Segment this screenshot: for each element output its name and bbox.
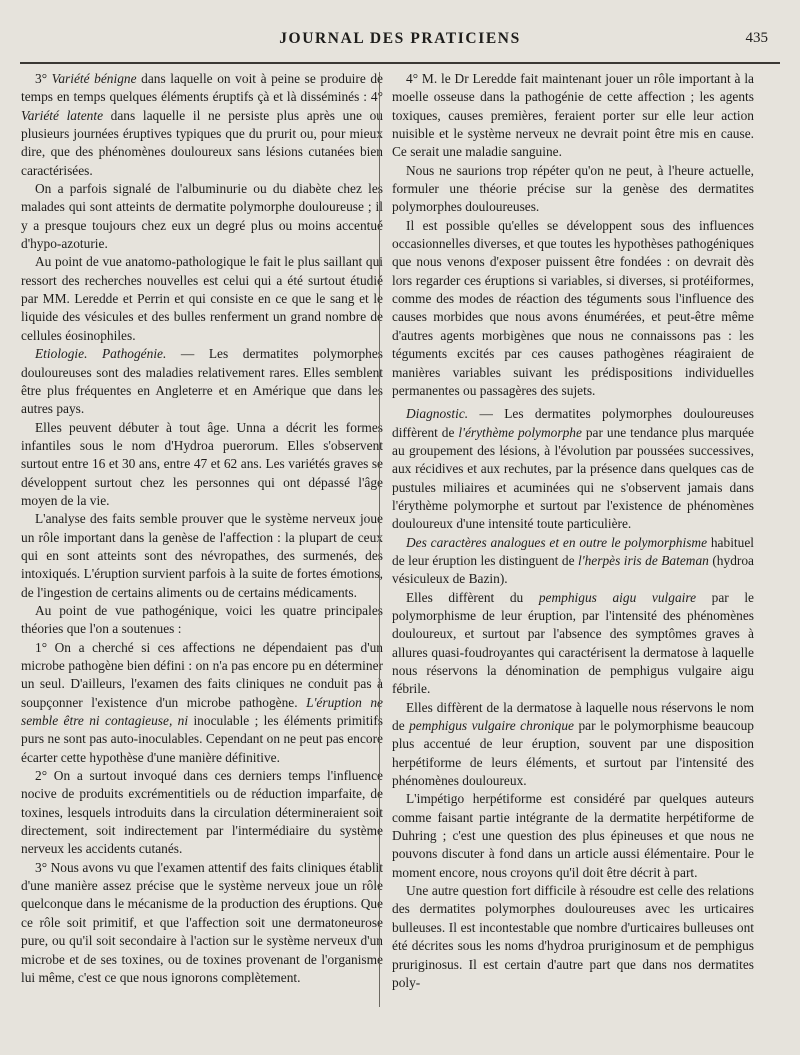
text-run: Il est possible qu'elles se développent sous des influences occasionnelles diverses, et que toutes les hypothèses pathogéniques que nous venons d'exposer puissent être fondées : on devrait dès lors regarder ces éruptions si variables, si diverses, si protéiformes, comme des modes de réaction des téguments sous l'influence des causes morbides que nous avons énumérées, et peut-être même d'autres agents morbigènes que nous ne connaissons pas : les téguments excités par ces causes pathogènes réagiraient de manières variables suivant les prédispositions individuelles permanentes ou passagères des sujets. [392, 217, 754, 398]
text-run: habituel de leur éruption les distinguent de [392, 534, 754, 568]
paragraph [392, 162, 754, 217]
text-run: par le polymorphisme de leur éruption, par l'intensité des phénomènes douloureux, et surtout par l'absence des symptômes graves à allures quasi-foudroyantes qui caractérisent la dermatose à laquelle nous réservons la dénomination de pemphigus vulgaire aigu fébrile. [392, 589, 754, 697]
italic-run: L'éruption ne semble être ni contagieuse, ni [21, 694, 383, 729]
text-run: L'analyse des faits semble prouver que le système nerveux joue un rôle important dans la genèse de l'affection : la plupart de ceux qui en sont atteints sont des névropathes, des surmenés, des intoxiqués. L'éruption survient parfois à la suite de fortes émotions, de l'ingestion de certains aliments ou de certains médicaments. [21, 511, 383, 600]
paragraph [392, 70, 754, 162]
text-run: Au point de vue pathogénique, voici les quatre principales théories que l'on a soutenues : [21, 602, 383, 637]
paragraph [392, 699, 754, 791]
paragraph [21, 70, 383, 180]
text-run: 4° M. le Dr Leredde fait maintenant jouer un rôle important à la moelle osseuse dans la pathogénie de cette affection ; les agents toxiques, causes premières, feraient porter sur elle leur action nuisible et le système nerveux ne devrait point être mis en cause. Ce serait une maladie sanguine. [392, 71, 754, 160]
page-header [0, 22, 800, 62]
italic-run: Variété latente [21, 107, 104, 123]
paragraph [392, 405, 754, 533]
text-run: 3° [35, 71, 52, 86]
paragraph [21, 639, 383, 767]
italic-run: Des caractères analogues et en outre le polymorphisme [406, 534, 708, 550]
paragraph [21, 510, 383, 602]
page-number: 435 [745, 30, 768, 46]
text-run: Au point de vue anatomo-pathologique le fait le plus saillant qui ressort des recherches nouvelles est celui qui a été surtout étudié par MM. Leredde et Perrin et qui consiste en ce que le sang et le liquide des vésicules et des bulles renferment un grand nombre de cellules éosinophiles. [21, 254, 383, 343]
paragraph [21, 602, 383, 639]
left-column [21, 70, 383, 987]
text-run: dans laquelle il ne persiste plus après une ou plusieurs journées éruptives typiques que du prurit ou, pour mieux dire, que des phénomènes douloureux sans lésions cutanées bien caractérisées. [21, 107, 383, 178]
paragraph [392, 882, 754, 992]
text-run: On a parfois signalé de l'albuminurie ou du diabète chez les malades qui sont atteints de dermatite polymorphe douloureuse ; il y a presque toujours chez eux un degré plus ou moins accentué d'hypo-azoturie. [21, 181, 383, 252]
text-run: — Les dermatites polymorphes douloureuses sont des maladies relativement rares. Elles semblent être plus fréquentes en Angleterre et en Amérique que dans les autres pays. [21, 346, 384, 417]
paragraph [21, 859, 383, 987]
text-run: Elles diffèrent du [406, 589, 539, 605]
paragraph [21, 253, 383, 345]
text-run: par une tendance plus marquée au groupement des lésions, à l'évolution par poussées successives, aux récidives et aux rechutes, par la présence dans quelques cas de pustules miliaires et acuminées qui ne s'observent jamais dans l'érythème polymorphe et surtout par l'existence de phénomènes douloureux d'une intensité toute particulière. [392, 424, 754, 532]
right-column [392, 70, 754, 992]
text-run: 3° Nous avons vu que l'examen attentif des faits cliniques établit d'une manière assez précise que le système nerveux joue un rôle quelconque dans le mécanisme de la production des éruptions. Que ce rôle soit primitif, et que l'affection soit une dermatoneurose pure, ou qu'il soit secondaire à l'action sur le système nerveux d'un microbe et de ses toxines, ou de toxines provenant de l'organisme lui même, c'est ce que nous ignorons complètement. [21, 859, 383, 985]
text-run: 1° On a cherché si ces affections ne dépendaient pas d'un microbe pathogène bien défini : on n'a pas encore pu en déterminer un seul. D'ailleurs, l'examen des faits cliniques ne conduit pas à soupçonner l'existence d'un microbe pathogène. [21, 639, 383, 710]
paragraph [21, 345, 383, 418]
text-run: Elles diffèrent de la dermatose à laquelle nous réservons le nom de [392, 699, 754, 734]
italic-run: Variété bénigne [51, 71, 137, 86]
paragraph [392, 589, 754, 699]
column-divider [379, 72, 380, 1007]
italic-run: Diagnostic. [406, 406, 469, 422]
text-run: L'impétigo herpétiforme est considéré par quelques auteurs comme faisant partie intégrante de la dermatite herpétiforme de Duhring ; c'est une question des plus épineuses et que nous ne pouvons discuter à fond dans un article aussi élémentaire. Pour le moment encore, nous croyons qu'il doit être décrit à part. [392, 791, 754, 880]
italic-run: l'herpès iris de Bateman [578, 552, 709, 568]
italic-run: Etiologie. Pathogénie. [35, 346, 167, 362]
paragraph [21, 419, 383, 511]
text-run: Nous ne saurions trop répéter qu'on ne peut, à l'heure actuelle, formuler une théorie précise sur la genèse des dermatites polymorphes douloureuses. [392, 162, 754, 215]
text-run: 2° On a surtout invoqué dans ces derniers temps l'influence nocive de produits excrémentitiels ou de réduction imparfaite, de toxines, lesquels introduits dans la circulation détermineraient soit directement, soit indirectement par l'intermédiaire du système nerveux les accidents cutanés. [21, 768, 383, 857]
text-run: dans laquelle on voit à peine se produire de temps en temps quelques éléments éruptifs çà et là disséminés : 4° [21, 71, 383, 105]
italic-run: pemphigus vulgaire chronique [409, 718, 574, 734]
italic-run: pemphigus aigu vulgaire [538, 589, 697, 605]
paragraph [21, 180, 383, 253]
paragraph [392, 217, 754, 400]
header-rule [20, 62, 780, 64]
text-run: Une autre question fort difficile à résoudre est celle des relations des dermatites polymorphes douloureuses avec les urticaires bulleuses. Il est incontestable que nombre d'urticaires bulleuses ont été décrites sous les noms d'hydroa pruriginosum et de pemphigus pruriginosus. Il est certain d'autre part que dans nos dermatites poly- [392, 883, 754, 990]
paragraph [392, 534, 754, 589]
text-run: inoculable ; les éléments primitifs purs ne sont pas auto-inoculables. Cependant on ne peut pas encore écarter cette hypothèse d'une manière définitive. [21, 713, 383, 765]
paragraph [21, 767, 383, 859]
text-run: (hydroa vésiculeux de Bazin). [392, 552, 754, 587]
text-run: — Les dermatites polymorphes douloureuses diffèrent de [392, 406, 754, 440]
italic-run: l'érythème polymorphe [458, 424, 582, 440]
journal-title: JOURNAL DES PRATICIENS [279, 30, 521, 47]
text-run: Elles peuvent débuter à tout âge. Unna a décrit les formes infantiles sous le nom d'Hydroa puerorum. Elles s'observent surtout entre 16 et 30 ans, entre 47 et 62 ans. Les variétés graves se développent surtout chez les personnes qui ont dépassé l'âge moyen de la vie. [21, 419, 383, 508]
text-run: par le polymorphisme beaucoup plus accentué de leur éruption, souvent par une disposition herpétiforme de leurs éléments, et surtout par l'intensité des phénomènes douloureux. [392, 718, 754, 789]
paragraph [392, 790, 754, 882]
